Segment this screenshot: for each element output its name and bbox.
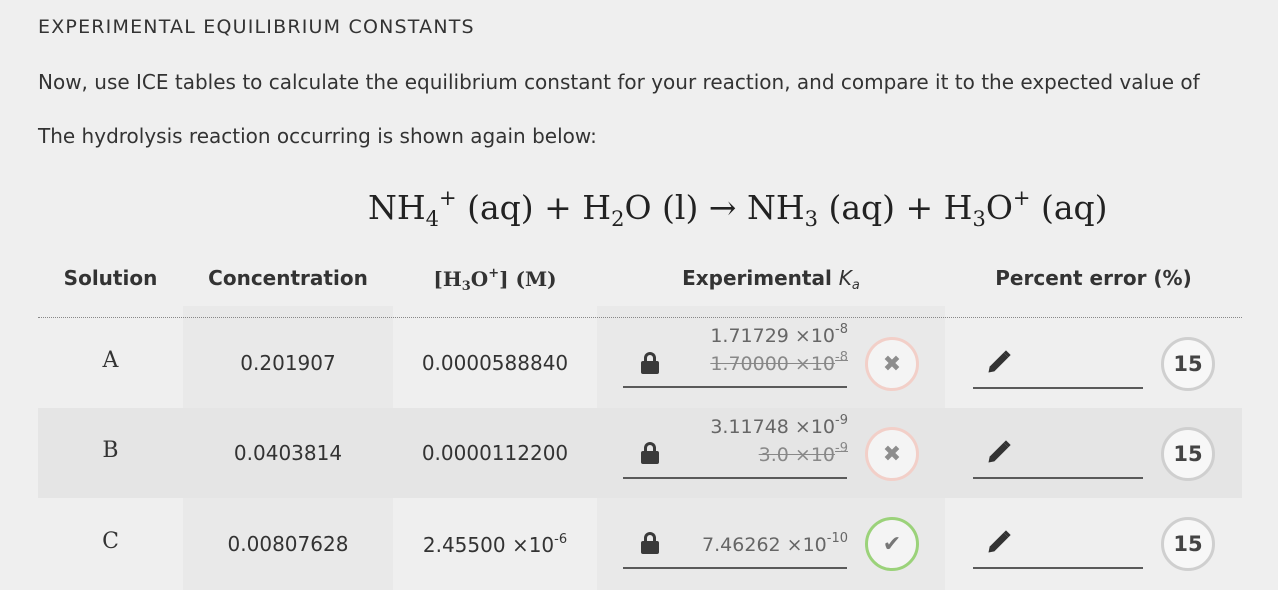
row-b-incorrect-icon: ✖: [865, 427, 919, 481]
row-c-h3o: $2.45500 \times 10^{-6}$: [422, 532, 568, 557]
row-a-incorrect-icon: ✖: [865, 337, 919, 391]
header-divider: [38, 317, 1242, 318]
pencil-icon[interactable]: [985, 528, 1013, 556]
row-b-concentration: 0.0403814: [233, 441, 343, 465]
section-heading: EXPERIMENTAL EQUILIBRIUM CONSTANTS: [38, 16, 475, 38]
header-concentration: Concentration: [208, 266, 368, 290]
row-a-h3o: 0.0000588840: [421, 351, 569, 375]
row-c-solution: C: [102, 529, 119, 554]
row-b-points-badge: 15: [1161, 427, 1215, 481]
row-c-ka-value: $7.46262 \times 10^{-10}$: [702, 531, 848, 556]
row-c-ka-underline: [623, 567, 847, 569]
lock-icon: [641, 532, 659, 554]
row-a-ka-underline: [623, 386, 847, 388]
row-c-concentration: 0.00807628: [227, 532, 349, 556]
row-b-percent-error-input[interactable]: [973, 477, 1143, 479]
pencil-icon[interactable]: [985, 348, 1013, 376]
pencil-icon[interactable]: [985, 438, 1013, 466]
instruction-text: Now, use ICE tables to calculate the equilibrium constant for your reaction, and compare it to the expected value of: [38, 70, 1200, 94]
row-b-ka-underline: [623, 477, 847, 479]
header-percent-error: Percent error (%): [995, 266, 1192, 290]
header-experimental-ka: Experimental $K_a$: [682, 266, 860, 293]
row-b-ka-struck: $3.0 \times 10^{-9}$: [758, 441, 848, 466]
row-b-h3o: 0.0000112200: [421, 441, 569, 465]
reaction-intro-text: The hydrolysis reaction occurring is shown again below:: [38, 124, 597, 148]
row-c-points-badge: 15: [1161, 517, 1215, 571]
row-a-points-badge: 15: [1161, 337, 1215, 391]
row-a-concentration: 0.201907: [240, 351, 336, 375]
row-a-ka-struck: $1.70000 \times 10^{-8}$: [710, 350, 848, 375]
header-h3o: $[H_3O^+]$ (M): [433, 266, 557, 294]
lock-icon: [641, 352, 659, 374]
hydrolysis-equation: $NH_4^+$ $(aq) + H_2O$ $(l) \to NH_3$ $(aq) + H_3O^+$ (aq): [368, 186, 1108, 231]
row-a-percent-error-input[interactable]: [973, 387, 1143, 389]
row-c-correct-icon: ✔: [865, 517, 919, 571]
row-a-ka-value: $1.71729 \times 10^{-8}$: [710, 322, 848, 347]
row-a-solution: A: [102, 348, 119, 373]
row-b-solution: B: [102, 438, 119, 463]
row-b-ka-value: $3.11748 \times 10^{-9}$: [710, 413, 848, 438]
lock-icon: [641, 442, 659, 464]
header-solution: Solution: [63, 266, 158, 290]
row-c-percent-error-input[interactable]: [973, 567, 1143, 569]
